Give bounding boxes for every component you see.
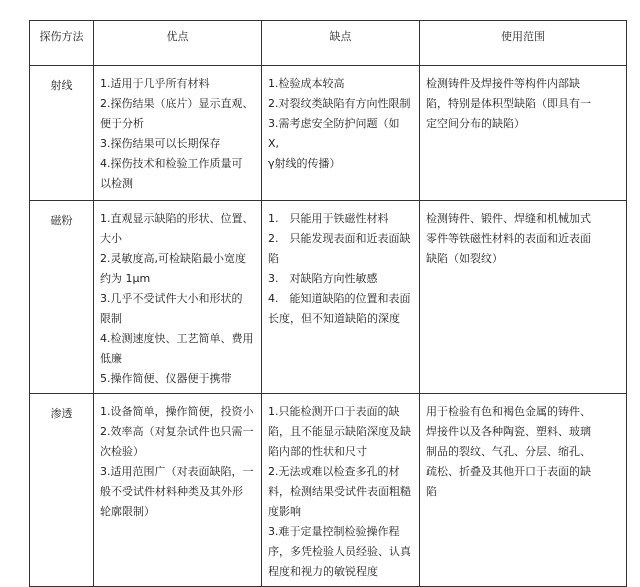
pros-line: 以检测	[100, 177, 133, 190]
cons-line: 2.无法或难以检查多孔的材	[268, 465, 400, 478]
pros-line: 1.设备简单，操作简便，投资小	[100, 405, 254, 418]
cons-line: 度影响	[268, 505, 301, 518]
pros-line: 3.几乎不受试件大小和形状的	[100, 292, 243, 305]
method-cell: 渗透	[30, 394, 94, 587]
method-cell: 磁粉	[30, 201, 94, 394]
pros-line: 限制	[100, 312, 122, 325]
header-cons: 缺点	[262, 21, 420, 66]
scope-line: 陷，特别是体积型缺陷（即具有一	[426, 97, 591, 110]
table-row	[30, 394, 627, 587]
scope-line: 缺陷（如裂纹）	[426, 252, 503, 265]
pros-line: 次检验）	[100, 445, 144, 458]
cons-line: 序，多凭检验人员经验、认真	[268, 545, 411, 558]
scope-line: 陷	[426, 485, 437, 498]
header-method: 探伤方法	[30, 21, 94, 66]
cons-line: 陷内部的性状和尺寸	[268, 445, 367, 458]
cons-line: 1.检验成本较高	[268, 77, 345, 90]
pros-line: 3.适用范围广（对表面缺陷，一	[100, 465, 254, 478]
cons-line: 料，检测结果受试件表面粗糙	[268, 485, 411, 498]
scope-line: 用于检验有色和褐色金属的铸件、	[426, 405, 591, 418]
cons-line: 陷，且不能显示缺陷深度及缺	[268, 425, 411, 438]
cons-cell	[262, 201, 420, 394]
cons-cell	[262, 66, 420, 201]
ndt-methods-table	[29, 20, 627, 587]
cons-line: 3. 对缺陷方向性敏感	[268, 272, 378, 285]
scope-line: 焊接件以及各种陶瓷、塑料、玻璃	[426, 425, 591, 438]
pros-cell	[94, 201, 262, 394]
pros-line: 1.直观显示缺陷的形状、位置、	[100, 212, 254, 225]
scope-line: 检测铸件及焊接件等构件内部缺	[426, 77, 580, 90]
cons-cell	[262, 394, 420, 587]
scope-cell	[420, 201, 627, 394]
pros-line: 3.探伤结果可以长期保存	[100, 137, 221, 150]
scope-line: 检测铸件、锻件、焊缝和机械加式	[426, 212, 591, 225]
cons-line: 3.难于定量控制检验操作程	[268, 525, 400, 538]
pros-line: 2.探伤结果（底片）显示直观、	[100, 97, 254, 110]
cons-line: 3.需考虑安全防护问题（如 X,	[268, 117, 400, 150]
pros-line: 1.适用于几乎所有材料	[100, 77, 210, 90]
pros-line: 般不受试件材料种类及其外形	[100, 485, 243, 498]
scope-line: 制品的裂纹、气孔、分层、缩孔、	[426, 445, 591, 458]
pros-line: 5.操作简便、仪器便于携带	[100, 372, 232, 385]
pros-line: 2.效率高（对复杂试件也只需一	[100, 425, 254, 438]
pros-line: 轮廓限制）	[100, 505, 155, 518]
header-row	[30, 21, 627, 66]
cons-line: 4. 能知道缺陷的位置和表面	[268, 292, 411, 305]
cons-line: γ射线的传播）	[268, 157, 341, 170]
pros-line: 约为 1μm	[100, 272, 151, 285]
pros-line: 4.检测速度快、工艺简单、费用	[100, 332, 254, 345]
scope-line: 零件等铁磁性材料的表面和近表面	[426, 232, 591, 245]
cons-line: 长度，但不知道缺陷的深度	[268, 312, 400, 325]
scope-line: 疏松、折叠及其他开口于表面的缺	[426, 465, 591, 478]
table-row	[30, 201, 627, 394]
pros-line: 低廉	[100, 352, 122, 365]
pros-line: 大小	[100, 232, 122, 245]
cons-line: 1.只能检测开口于表面的缺	[268, 405, 400, 418]
pros-line: 2.灵敏度高,可检缺陷最小宽度	[100, 252, 246, 265]
header-pros: 优点	[94, 21, 262, 66]
table-row	[30, 66, 627, 201]
cons-line: 陷	[268, 252, 279, 265]
pros-line: 4.探伤技术和检验工作质量可	[100, 157, 243, 170]
scope-cell	[420, 66, 627, 201]
method-cell: 射线	[30, 66, 94, 201]
pros-cell	[94, 394, 262, 587]
cons-line: 2.对裂纹类缺陷有方向性限制	[268, 97, 411, 110]
scope-cell	[420, 394, 627, 587]
scope-line: 定空间分布的缺陷）	[426, 117, 525, 130]
cons-line: 2. 只能发现表面和近表面缺	[268, 232, 411, 245]
cons-line: 程度和视力的敏锐程度	[268, 565, 378, 578]
header-scope: 使用范围	[420, 21, 627, 66]
cons-line: 1. 只能用于铁磁性材料	[268, 212, 389, 225]
pros-line: 便于分析	[100, 117, 144, 130]
pros-cell	[94, 66, 262, 201]
